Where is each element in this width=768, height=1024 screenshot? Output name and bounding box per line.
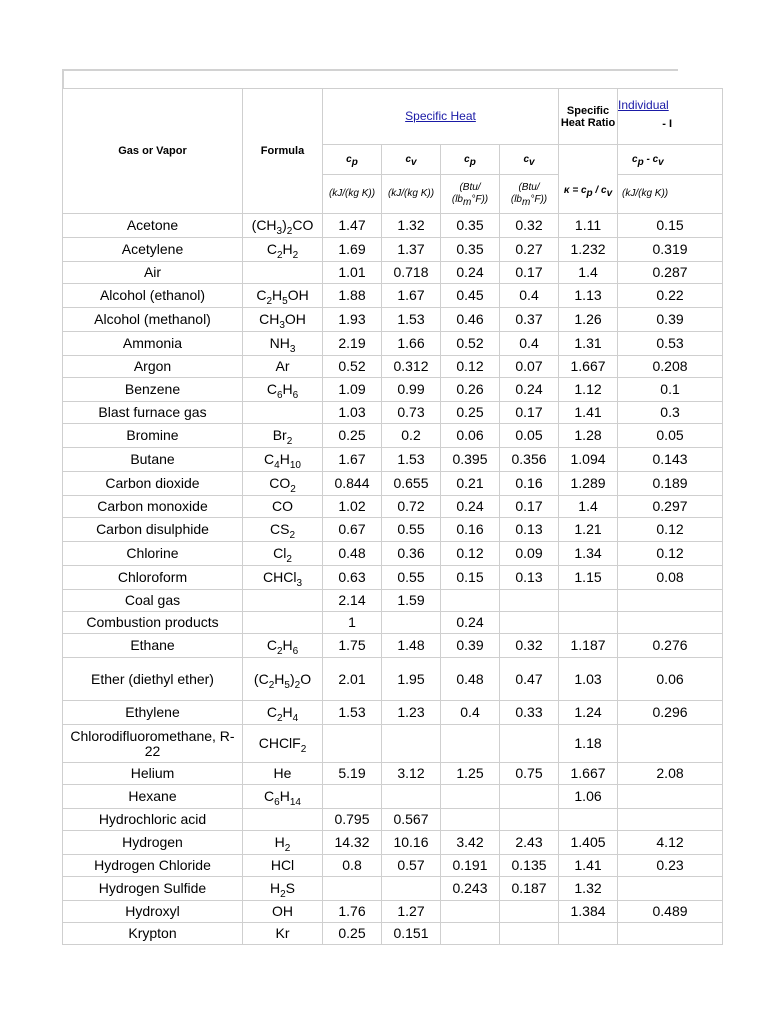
value-cell-k[interactable]: 1.4 [559, 496, 618, 518]
value-cell-cp_si[interactable]: 1.75 [323, 634, 382, 658]
table-row [63, 262, 723, 284]
value-cell-k[interactable]: 1.26 [559, 308, 618, 332]
gas-name-cell[interactable]: Hydrochloric acid [63, 809, 243, 831]
value-cell-cp_si[interactable]: 1.02 [323, 496, 382, 518]
value-cell-cv_si[interactable]: 3.12 [382, 763, 441, 785]
value-cell-cv_si[interactable]: 0.72 [382, 496, 441, 518]
header-individual[interactable] [618, 89, 723, 145]
value-cell-k[interactable]: 1.094 [559, 448, 618, 472]
formula-cell[interactable]: $C_2H_4$ [243, 701, 323, 725]
value-cell-cv_si[interactable]: 0.99 [382, 378, 441, 402]
value-cell-cp_si[interactable]: 0.25 [323, 923, 382, 945]
individual-sub: - I [662, 118, 673, 130]
value-cell-r[interactable]: 0.53 [618, 332, 723, 356]
gas-name-cell[interactable]: Alcohol (methanol) [63, 308, 243, 332]
value-cell-cv_si[interactable] [382, 612, 441, 634]
table-row [63, 923, 723, 945]
value-cell-k[interactable]: 1.11 [559, 214, 618, 238]
value-cell-k[interactable] [559, 923, 618, 945]
value-cell-cp_us[interactable]: 0.25 [441, 402, 500, 424]
value-cell-cp_us[interactable] [441, 809, 500, 831]
value-cell-cv_si[interactable]: 1.23 [382, 701, 441, 725]
value-cell-cv_si[interactable]: 0.55 [382, 566, 441, 590]
value-cell-r[interactable]: 0.05 [618, 424, 723, 448]
value-cell-cp_si[interactable] [323, 725, 382, 763]
value-cell-cp_si[interactable]: 1.93 [323, 308, 382, 332]
gas-name-cell[interactable]: Air [63, 262, 243, 284]
value-cell-k[interactable] [559, 590, 618, 612]
value-cell-cv_si[interactable]: 1.95 [382, 658, 441, 701]
gas-name-cell[interactable]: Ether (diethyl ether) [63, 658, 243, 701]
value-cell-r[interactable]: 0.297 [618, 496, 723, 518]
value-cell-cp_si[interactable]: 0.67 [323, 518, 382, 542]
formula-cell[interactable] [243, 402, 323, 424]
value-cell-k[interactable]: 1.667 [559, 356, 618, 378]
value-cell-cp_si[interactable]: 5.19 [323, 763, 382, 785]
value-cell-cv_us[interactable]: 0.4 [500, 332, 559, 356]
table-row [63, 901, 723, 923]
value-cell-k[interactable]: 1.28 [559, 424, 618, 448]
value-cell-k[interactable]: 1.34 [559, 542, 618, 566]
value-cell-cv_us[interactable]: 0.27 [500, 238, 559, 262]
value-cell-cv_us[interactable] [500, 590, 559, 612]
formula-cell[interactable]: He [243, 763, 323, 785]
value-cell-k[interactable]: 1.232 [559, 238, 618, 262]
value-cell-cp_us[interactable]: 0.52 [441, 332, 500, 356]
gas-name-cell[interactable]: Krypton [63, 923, 243, 945]
gas-name-cell[interactable]: Alcohol (ethanol) [63, 284, 243, 308]
gas-name-cell[interactable]: Ethane [63, 634, 243, 658]
value-cell-r[interactable]: 0.287 [618, 262, 723, 284]
formula-cell[interactable]: CO [243, 496, 323, 518]
formula-cell[interactable]: Ar [243, 356, 323, 378]
gas-name-cell[interactable]: Carbon monoxide [63, 496, 243, 518]
value-cell-cp_si[interactable]: 0.48 [323, 542, 382, 566]
header-symbol-4: $\kappa = c_p / c_v$ [559, 145, 618, 214]
value-cell-cp_si[interactable]: 1 [323, 612, 382, 634]
value-cell-r[interactable]: 0.15 [618, 214, 723, 238]
table-row [63, 566, 723, 590]
value-cell-r[interactable]: 0.208 [618, 356, 723, 378]
formula-cell[interactable]: $CO_2$ [243, 472, 323, 496]
formula-cell[interactable] [243, 612, 323, 634]
value-cell-cp_si[interactable]: 1.88 [323, 284, 382, 308]
table-row [63, 809, 723, 831]
header-unit-5: (kJ/(kg K)) [618, 175, 723, 214]
formula-cell[interactable]: $C_2H_5OH$ [243, 284, 323, 308]
value-cell-cv_us[interactable]: 0.17 [500, 496, 559, 518]
value-cell-r[interactable]: 0.489 [618, 901, 723, 923]
value-cell-k[interactable]: 1.15 [559, 566, 618, 590]
header-unit-2: (Btu/ $(lb_m^\circ F)$) [441, 175, 500, 214]
value-cell-r[interactable]: 0.06 [618, 658, 723, 701]
value-cell-cp_us[interactable]: 0.24 [441, 262, 500, 284]
value-cell-cv_us[interactable]: 0.13 [500, 566, 559, 590]
gas-name-cell[interactable]: Chloroform [63, 566, 243, 590]
formula-cell[interactable]: $H_2$ [243, 831, 323, 855]
empty-top-row [62, 69, 678, 88]
value-cell-cp_us[interactable]: 0.26 [441, 378, 500, 402]
value-cell-r[interactable]: 0.22 [618, 284, 723, 308]
value-cell-cv_si[interactable]: 1.32 [382, 214, 441, 238]
table-row [63, 332, 723, 356]
header-specific-heat-ratio: Specific Heat Ratio [559, 89, 618, 145]
value-cell-k[interactable]: 1.4 [559, 262, 618, 284]
table-row [63, 831, 723, 855]
header-specific-heat[interactable] [323, 89, 559, 145]
formula-cell[interactable]: $NH_3$ [243, 332, 323, 356]
table-row [63, 634, 723, 658]
value-cell-cv_si[interactable]: 0.55 [382, 518, 441, 542]
header-symbol-5: $c_p - c_v$ [618, 145, 723, 175]
value-cell-k[interactable]: 1.24 [559, 701, 618, 725]
gas-name-cell[interactable]: Acetone [63, 214, 243, 238]
value-cell-k[interactable]: 1.03 [559, 658, 618, 701]
value-cell-cv_si[interactable]: 10.16 [382, 831, 441, 855]
value-cell-r[interactable]: 0.319 [618, 238, 723, 262]
value-cell-r[interactable]: 4.12 [618, 831, 723, 855]
value-cell-cv_si[interactable]: 0.151 [382, 923, 441, 945]
gas-name-cell[interactable]: Acetylene [63, 238, 243, 262]
table-row [63, 612, 723, 634]
value-cell-cp_si[interactable]: 2.01 [323, 658, 382, 701]
spreadsheet-view [62, 69, 688, 942]
value-cell-cp_us[interactable]: 0.35 [441, 238, 500, 262]
value-cell-cv_us[interactable] [500, 923, 559, 945]
value-cell-k[interactable]: 1.384 [559, 901, 618, 923]
table-row [63, 518, 723, 542]
value-cell-cp_us[interactable] [441, 725, 500, 763]
value-cell-cv_us[interactable]: 0.32 [500, 214, 559, 238]
value-cell-cv_si[interactable]: 0.312 [382, 356, 441, 378]
gas-name-cell[interactable]: Hydrogen Chloride [63, 855, 243, 877]
formula-cell[interactable] [243, 262, 323, 284]
table-row [63, 725, 723, 763]
value-cell-cp_us[interactable]: 0.191 [441, 855, 500, 877]
value-cell-cv_us[interactable] [500, 785, 559, 809]
header-symbol-3: $c_v$ [500, 145, 559, 175]
value-cell-cv_us[interactable]: 0.135 [500, 855, 559, 877]
value-cell-cp_us[interactable]: 0.06 [441, 424, 500, 448]
gas-name-cell[interactable]: Combustion products [63, 612, 243, 634]
gas-name-cell[interactable]: Carbon dioxide [63, 472, 243, 496]
gas-name-cell[interactable]: Ethylene [63, 701, 243, 725]
value-cell-r[interactable]: 2.08 [618, 763, 723, 785]
value-cell-k[interactable]: 1.41 [559, 402, 618, 424]
value-cell-cv_us[interactable]: 0.16 [500, 472, 559, 496]
value-cell-r[interactable]: 0.296 [618, 701, 723, 725]
value-cell-cv_si[interactable]: 1.48 [382, 634, 441, 658]
value-cell-cv_si[interactable]: 0.57 [382, 855, 441, 877]
formula-cell[interactable]: $C_2H_6$ [243, 634, 323, 658]
formula-cell[interactable]: CHClF$_2$ [243, 725, 323, 763]
value-cell-r[interactable] [618, 923, 723, 945]
value-cell-cv_us[interactable]: 0.47 [500, 658, 559, 701]
table-row [63, 701, 723, 725]
value-cell-cp_us[interactable]: 0.4 [441, 701, 500, 725]
value-cell-cp_si[interactable]: 1.09 [323, 378, 382, 402]
gas-name-cell[interactable]: Carbon disulphide [63, 518, 243, 542]
individual-link[interactable]: Individual [618, 98, 669, 112]
table-row [63, 658, 723, 701]
formula-cell[interactable]: HCl [243, 855, 323, 877]
value-cell-cp_us[interactable]: 0.24 [441, 612, 500, 634]
value-cell-k[interactable]: 1.289 [559, 472, 618, 496]
formula-cell[interactable]: $Br_2$ [243, 424, 323, 448]
value-cell-cv_us[interactable]: 0.17 [500, 262, 559, 284]
table-row [63, 214, 723, 238]
value-cell-cv_us[interactable]: 0.187 [500, 877, 559, 901]
specific-heat-link[interactable]: Specific Heat [405, 109, 476, 123]
value-cell-cp_us[interactable] [441, 901, 500, 923]
value-cell-cp_us[interactable] [441, 785, 500, 809]
value-cell-cp_si[interactable] [323, 877, 382, 901]
table-row [63, 785, 723, 809]
value-cell-cp_us[interactable]: 0.243 [441, 877, 500, 901]
value-cell-cp_si[interactable]: 0.52 [323, 356, 382, 378]
value-cell-cp_us[interactable]: 0.12 [441, 356, 500, 378]
table-row [63, 590, 723, 612]
value-cell-cp_si[interactable]: 1.03 [323, 402, 382, 424]
header-unit-0: (kJ/(kg K)) [323, 175, 382, 214]
table-row [63, 877, 723, 901]
formula-cell[interactable]: Kr [243, 923, 323, 945]
value-cell-cp_us[interactable]: 0.15 [441, 566, 500, 590]
value-cell-k[interactable] [559, 612, 618, 634]
value-cell-cp_si[interactable]: 0.795 [323, 809, 382, 831]
header-symbol-0: $c_p$ [323, 145, 382, 175]
value-cell-cv_us[interactable]: 0.13 [500, 518, 559, 542]
header-unit-1: (kJ/(kg K)) [382, 175, 441, 214]
value-cell-cv_us[interactable]: 0.37 [500, 308, 559, 332]
gas-name-cell[interactable]: Chlorodifluoromethane, R-22 [63, 725, 243, 763]
value-cell-k[interactable]: 1.405 [559, 831, 618, 855]
table-row [63, 496, 723, 518]
value-cell-cv_us[interactable]: 0.32 [500, 634, 559, 658]
formula-cell[interactable]: $C_4H_{10}$ [243, 448, 323, 472]
value-cell-cp_si[interactable] [323, 785, 382, 809]
value-cell-cp_us[interactable]: 0.24 [441, 496, 500, 518]
value-cell-cv_us[interactable] [500, 725, 559, 763]
table-row [63, 238, 723, 262]
formula-cell[interactable]: CHCl$_3$ [243, 566, 323, 590]
value-cell-k[interactable]: 1.18 [559, 725, 618, 763]
table-row [63, 424, 723, 448]
value-cell-r[interactable]: 0.276 [618, 634, 723, 658]
value-cell-cp_si[interactable]: 1.53 [323, 701, 382, 725]
value-cell-cv_us[interactable]: 0.356 [500, 448, 559, 472]
value-cell-cv_si[interactable]: 0.73 [382, 402, 441, 424]
value-cell-k[interactable]: 1.667 [559, 763, 618, 785]
value-cell-cp_us[interactable]: 0.45 [441, 284, 500, 308]
value-cell-cp_si[interactable]: 2.19 [323, 332, 382, 356]
value-cell-cp_si[interactable]: 1.76 [323, 901, 382, 923]
value-cell-k[interactable]: 1.06 [559, 785, 618, 809]
table-row [63, 472, 723, 496]
value-cell-cp_si[interactable]: 1.47 [323, 214, 382, 238]
gas-name-cell[interactable]: Hydrogen [63, 831, 243, 855]
value-cell-r[interactable]: 0.08 [618, 566, 723, 590]
value-cell-cv_us[interactable]: 0.4 [500, 284, 559, 308]
gas-name-cell[interactable]: Coal gas [63, 590, 243, 612]
value-cell-r[interactable]: 0.12 [618, 542, 723, 566]
value-cell-r[interactable]: 0.143 [618, 448, 723, 472]
value-cell-r[interactable]: 0.39 [618, 308, 723, 332]
header-symbol-1: $c_v$ [382, 145, 441, 175]
formula-cell[interactable]: $(CH_3)_2CO$ [243, 214, 323, 238]
header-symbol-2: $c_p$ [441, 145, 500, 175]
value-cell-r[interactable] [618, 725, 723, 763]
value-cell-cv_si[interactable]: 0.718 [382, 262, 441, 284]
value-cell-cv_si[interactable]: 1.27 [382, 901, 441, 923]
value-cell-cv_si[interactable]: 0.655 [382, 472, 441, 496]
formula-cell[interactable]: OH [243, 901, 323, 923]
value-cell-cv_us[interactable]: 0.05 [500, 424, 559, 448]
value-cell-cv_si[interactable]: 0.567 [382, 809, 441, 831]
value-cell-r[interactable]: 0.12 [618, 518, 723, 542]
value-cell-cv_si[interactable]: 1.67 [382, 284, 441, 308]
header-gas-or-vapor: Gas or Vapor [63, 89, 243, 214]
value-cell-cp_us[interactable]: 0.35 [441, 214, 500, 238]
value-cell-cv_si[interactable]: 1.37 [382, 238, 441, 262]
formula-cell[interactable]: $C_2H_2$ [243, 238, 323, 262]
value-cell-r[interactable] [618, 785, 723, 809]
value-cell-cp_us[interactable]: 0.46 [441, 308, 500, 332]
gas-name-cell[interactable]: Argon [63, 356, 243, 378]
gas-name-cell[interactable]: Butane [63, 448, 243, 472]
value-cell-k[interactable]: 1.21 [559, 518, 618, 542]
gas-name-cell[interactable]: Hydrogen Sulfide [63, 877, 243, 901]
gas-name-cell[interactable]: Hydroxyl [63, 901, 243, 923]
value-cell-cp_us[interactable] [441, 590, 500, 612]
value-cell-cp_us[interactable]: 0.395 [441, 448, 500, 472]
value-cell-cp_us[interactable]: 0.21 [441, 472, 500, 496]
table-row [63, 402, 723, 424]
formula-cell[interactable]: $H_2S$ [243, 877, 323, 901]
value-cell-r[interactable]: 0.23 [618, 855, 723, 877]
value-cell-cp_si[interactable]: 2.14 [323, 590, 382, 612]
value-cell-k[interactable] [559, 809, 618, 831]
value-cell-cp_us[interactable]: 0.12 [441, 542, 500, 566]
table-row [63, 356, 723, 378]
value-cell-k[interactable]: 1.31 [559, 332, 618, 356]
value-cell-cv_us[interactable]: 0.75 [500, 763, 559, 785]
value-cell-cv_us[interactable]: 0.24 [500, 378, 559, 402]
value-cell-cp_us[interactable]: 0.39 [441, 634, 500, 658]
table-row [63, 308, 723, 332]
header-formula: Formula [243, 89, 323, 214]
value-cell-cp_us[interactable]: 0.16 [441, 518, 500, 542]
value-cell-cv_si[interactable] [382, 725, 441, 763]
value-cell-cp_si[interactable]: 1.69 [323, 238, 382, 262]
specific-heat-table [62, 88, 723, 945]
value-cell-cv_us[interactable]: 0.09 [500, 542, 559, 566]
value-cell-cp_us[interactable]: 1.25 [441, 763, 500, 785]
value-cell-cp_us[interactable]: 3.42 [441, 831, 500, 855]
value-cell-k[interactable]: 1.41 [559, 855, 618, 877]
table-row [63, 378, 723, 402]
table-row [63, 284, 723, 308]
formula-cell[interactable]: $Cl_2$ [243, 542, 323, 566]
table-row [63, 763, 723, 785]
value-cell-cv_si[interactable]: 1.66 [382, 332, 441, 356]
value-cell-cv_us[interactable] [500, 901, 559, 923]
value-cell-cv_si[interactable]: 0.36 [382, 542, 441, 566]
table-row [63, 855, 723, 877]
value-cell-r[interactable] [618, 877, 723, 901]
value-cell-cp_si[interactable]: 0.844 [323, 472, 382, 496]
value-cell-cv_si[interactable]: 1.53 [382, 448, 441, 472]
formula-cell[interactable]: $CH_3OH$ [243, 308, 323, 332]
value-cell-cp_us[interactable] [441, 923, 500, 945]
header-unit-3: (Btu/ $(lb_m^\circ F)$) [500, 175, 559, 214]
value-cell-k[interactable]: 1.13 [559, 284, 618, 308]
value-cell-r[interactable]: 0.3 [618, 402, 723, 424]
value-cell-cp_si[interactable]: 1.67 [323, 448, 382, 472]
value-cell-cv_us[interactable]: 0.17 [500, 402, 559, 424]
value-cell-cv_si[interactable]: 0.2 [382, 424, 441, 448]
value-cell-cv_us[interactable]: 2.43 [500, 831, 559, 855]
gas-name-cell[interactable]: Chlorine [63, 542, 243, 566]
value-cell-k[interactable]: 1.187 [559, 634, 618, 658]
formula-cell[interactable]: $(C_2H_5)_2O$ [243, 658, 323, 701]
value-cell-r[interactable] [618, 612, 723, 634]
value-cell-cp_si[interactable]: 1.01 [323, 262, 382, 284]
value-cell-cv_us[interactable] [500, 809, 559, 831]
value-cell-cp_si[interactable]: 14.32 [323, 831, 382, 855]
value-cell-cv_si[interactable] [382, 785, 441, 809]
formula-cell[interactable]: $CS_2$ [243, 518, 323, 542]
table-row [63, 542, 723, 566]
formula-cell[interactable]: $C_6H_6$ [243, 378, 323, 402]
value-cell-cp_us[interactable]: 0.48 [441, 658, 500, 701]
formula-cell[interactable] [243, 809, 323, 831]
value-cell-r[interactable]: 0.189 [618, 472, 723, 496]
formula-cell[interactable] [243, 590, 323, 612]
gas-name-cell[interactable]: Helium [63, 763, 243, 785]
value-cell-cv_us[interactable] [500, 612, 559, 634]
value-cell-cp_si[interactable]: 0.63 [323, 566, 382, 590]
table-row [63, 448, 723, 472]
value-cell-cp_si[interactable]: 0.8 [323, 855, 382, 877]
value-cell-cv_si[interactable] [382, 877, 441, 901]
value-cell-cv_us[interactable]: 0.07 [500, 356, 559, 378]
gas-name-cell[interactable]: Benzene [63, 378, 243, 402]
value-cell-cv_si[interactable]: 1.59 [382, 590, 441, 612]
value-cell-r[interactable] [618, 590, 723, 612]
value-cell-k[interactable]: 1.12 [559, 378, 618, 402]
formula-cell[interactable]: $C_6H_{14}$ [243, 785, 323, 809]
gas-name-cell[interactable]: Ammonia [63, 332, 243, 356]
value-cell-k[interactable]: 1.32 [559, 877, 618, 901]
value-cell-r[interactable]: 0.1 [618, 378, 723, 402]
gas-name-cell[interactable]: Hexane [63, 785, 243, 809]
gas-name-cell[interactable]: Bromine [63, 424, 243, 448]
gas-name-cell[interactable]: Blast furnace gas [63, 402, 243, 424]
value-cell-cv_si[interactable]: 1.53 [382, 308, 441, 332]
value-cell-cv_us[interactable]: 0.33 [500, 701, 559, 725]
value-cell-r[interactable] [618, 809, 723, 831]
value-cell-cp_si[interactable]: 0.25 [323, 424, 382, 448]
